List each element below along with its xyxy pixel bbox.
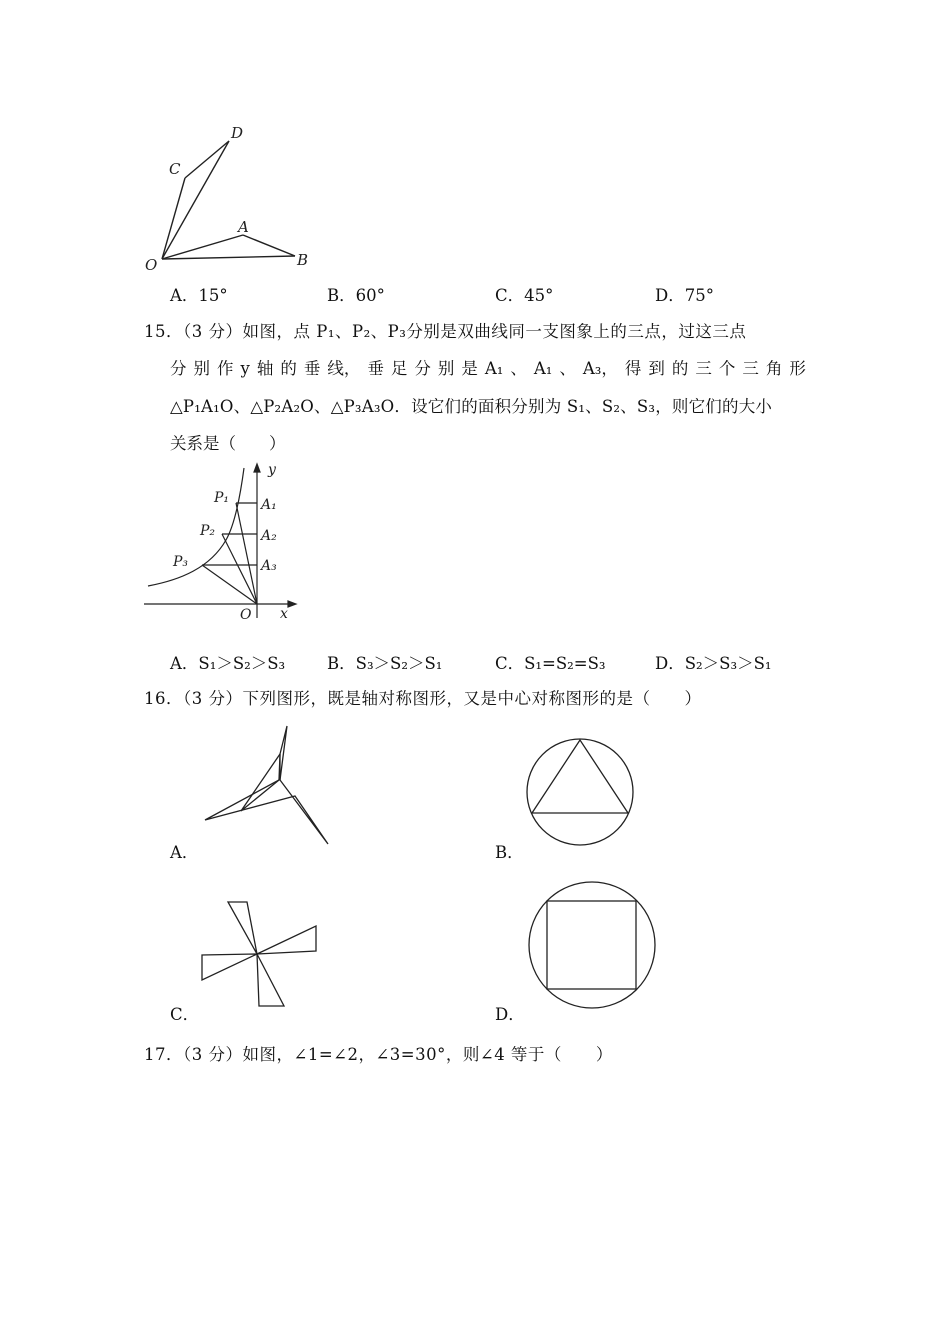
q15-hyperbola — [148, 468, 244, 586]
q15-line2-word: 垂 — [303, 359, 321, 378]
q15-line2-word: 分 — [414, 359, 431, 378]
q15-label-P2: P₂ — [200, 523, 216, 539]
option-value: 45° — [524, 286, 554, 305]
q15-figure — [140, 458, 310, 628]
q14-label-D: D — [231, 124, 244, 142]
q15-line2-word: A₁ — [484, 359, 504, 378]
q15-line2-word: 得 — [624, 359, 642, 378]
q14-segment-OC — [162, 178, 185, 259]
q15-score: （3 分） — [183, 322, 243, 341]
q14-option-b[interactable] — [327, 286, 385, 306]
q16-figure-a[interactable] — [195, 722, 340, 852]
q16-figure-b[interactable] — [522, 734, 638, 850]
q15-line2-word: A₁ — [533, 359, 553, 378]
q14-options — [170, 286, 730, 306]
q14-segment-OB — [162, 256, 295, 259]
q15-line2-word: 三 — [695, 359, 712, 378]
q15-x-arrow — [288, 601, 296, 607]
q14-label-C: C — [169, 160, 181, 178]
q15-line2-word: 个 — [718, 359, 736, 378]
option-label: C． — [495, 286, 525, 305]
q15-line2-word: 角 — [765, 359, 783, 378]
option-label: C． — [495, 654, 525, 673]
q15-line2 — [170, 359, 806, 379]
q15-line2-word: 轴 — [256, 359, 274, 378]
q15-line2-word: 、 — [510, 359, 527, 378]
q15-line2-word: 别 — [437, 359, 455, 378]
q16-figure-c[interactable] — [195, 898, 325, 1014]
option-label: A． — [170, 286, 199, 305]
q16-option-d-label[interactable]: D． — [495, 1005, 525, 1024]
q15-line4: 关系是（ ） — [170, 434, 286, 453]
option-value: S₁=S₂=S₃ — [524, 654, 606, 673]
q16-option-c-label[interactable]: C． — [170, 1005, 200, 1024]
q15-label-x: x — [280, 606, 288, 622]
option-label: D． — [655, 286, 685, 305]
q16-line — [144, 689, 702, 709]
q15-segment-P1O — [236, 503, 257, 604]
option-value: S₁＞S₂＞S₃ — [198, 654, 286, 673]
q15-option-b[interactable] — [327, 654, 442, 674]
q15-line2-word: y — [240, 359, 250, 378]
q17-number: 17． — [144, 1045, 183, 1064]
q14-figure — [140, 118, 330, 278]
q15-line2-word: 作 — [217, 359, 234, 378]
q14-segment-AB — [243, 235, 295, 256]
option-label: B． — [327, 654, 356, 673]
q15-y-arrow — [254, 464, 260, 472]
q15-line2-word: 的 — [280, 359, 297, 378]
q16-option-a-label[interactable]: A． — [170, 843, 199, 862]
q15-line1 — [144, 322, 746, 342]
q15-line2-word: 三 — [742, 359, 759, 378]
q15-option-c[interactable] — [495, 654, 606, 674]
q15-label-A1: A₁ — [261, 497, 277, 513]
q16-number: 16． — [144, 689, 183, 708]
q14-option-d[interactable] — [655, 286, 714, 306]
q15-option-a[interactable] — [170, 654, 285, 674]
q14-label-O: O — [145, 256, 158, 274]
q16-option-b-label[interactable]: B． — [495, 843, 524, 862]
q14-label-B: B — [297, 251, 309, 269]
q15-line2-word: 分 — [170, 359, 187, 378]
option-value: 15° — [198, 286, 228, 305]
q15-label-y: y — [268, 462, 276, 478]
q14-option-a[interactable] — [170, 286, 228, 306]
q15-option-d[interactable] — [655, 654, 772, 674]
q15-line2-word: 垂 — [367, 359, 384, 378]
q15-line2-word: 的 — [671, 359, 689, 378]
q15-label-A2: A₂ — [261, 528, 277, 544]
q16-score: （3 分） — [183, 689, 243, 708]
q15-line2-word: 别 — [193, 359, 210, 378]
q14-segment-CD — [185, 141, 229, 178]
q15-line2-word: 形 — [789, 359, 806, 378]
q15-options — [170, 654, 790, 674]
q15-line2-word: A₃， — [582, 359, 618, 378]
q15-line2-word: 、 — [559, 359, 576, 378]
q15-label-P3: P₃ — [173, 554, 189, 570]
q15-line2-word: 足 — [390, 359, 408, 378]
q15-text-line1: 如图，点 P₁、P₂、P₃分别是双曲线同一支图象上的三点，过这三点 — [242, 322, 747, 341]
q15-segment-P2O — [222, 534, 257, 604]
q15-line2-word: 线， — [327, 359, 361, 378]
q16-text: 下列图形，既是轴对称图形，又是中心对称图形的是（ ） — [242, 689, 702, 708]
q15-segment-P3O — [202, 565, 257, 604]
option-label: A． — [170, 654, 199, 673]
q14-segment-DO — [162, 141, 229, 259]
q16-figure-d[interactable] — [524, 880, 660, 1016]
q17-line — [144, 1045, 613, 1065]
q15-label-O: O — [240, 607, 252, 623]
q15-line2-word: 到 — [648, 359, 665, 378]
q15-line3: △P₁A₁O、△P₂A₂O、△P₃A₃O．设它们的面积分别为 S₁、S₂、S₃，则它们的大小 — [170, 397, 773, 416]
q15-label-A3: A₃ — [261, 558, 277, 574]
q17-text: 如图，∠1=∠2，∠3=30°，则∠4 等于（ ） — [242, 1045, 613, 1064]
q14-label-A: A — [238, 218, 249, 236]
option-value: S₂＞S₃＞S₁ — [684, 654, 772, 673]
q14-option-c[interactable] — [495, 286, 553, 306]
q15-number: 15． — [144, 322, 183, 341]
option-label: D． — [655, 654, 685, 673]
q15-line2-word: 是 — [461, 359, 478, 378]
option-value: 60° — [355, 286, 385, 305]
q15-label-P1: P₁ — [214, 490, 230, 506]
option-value: 75° — [684, 286, 714, 305]
q17-score: （3 分） — [183, 1045, 243, 1064]
option-value: S₃＞S₂＞S₁ — [355, 654, 443, 673]
option-label: B． — [327, 286, 356, 305]
